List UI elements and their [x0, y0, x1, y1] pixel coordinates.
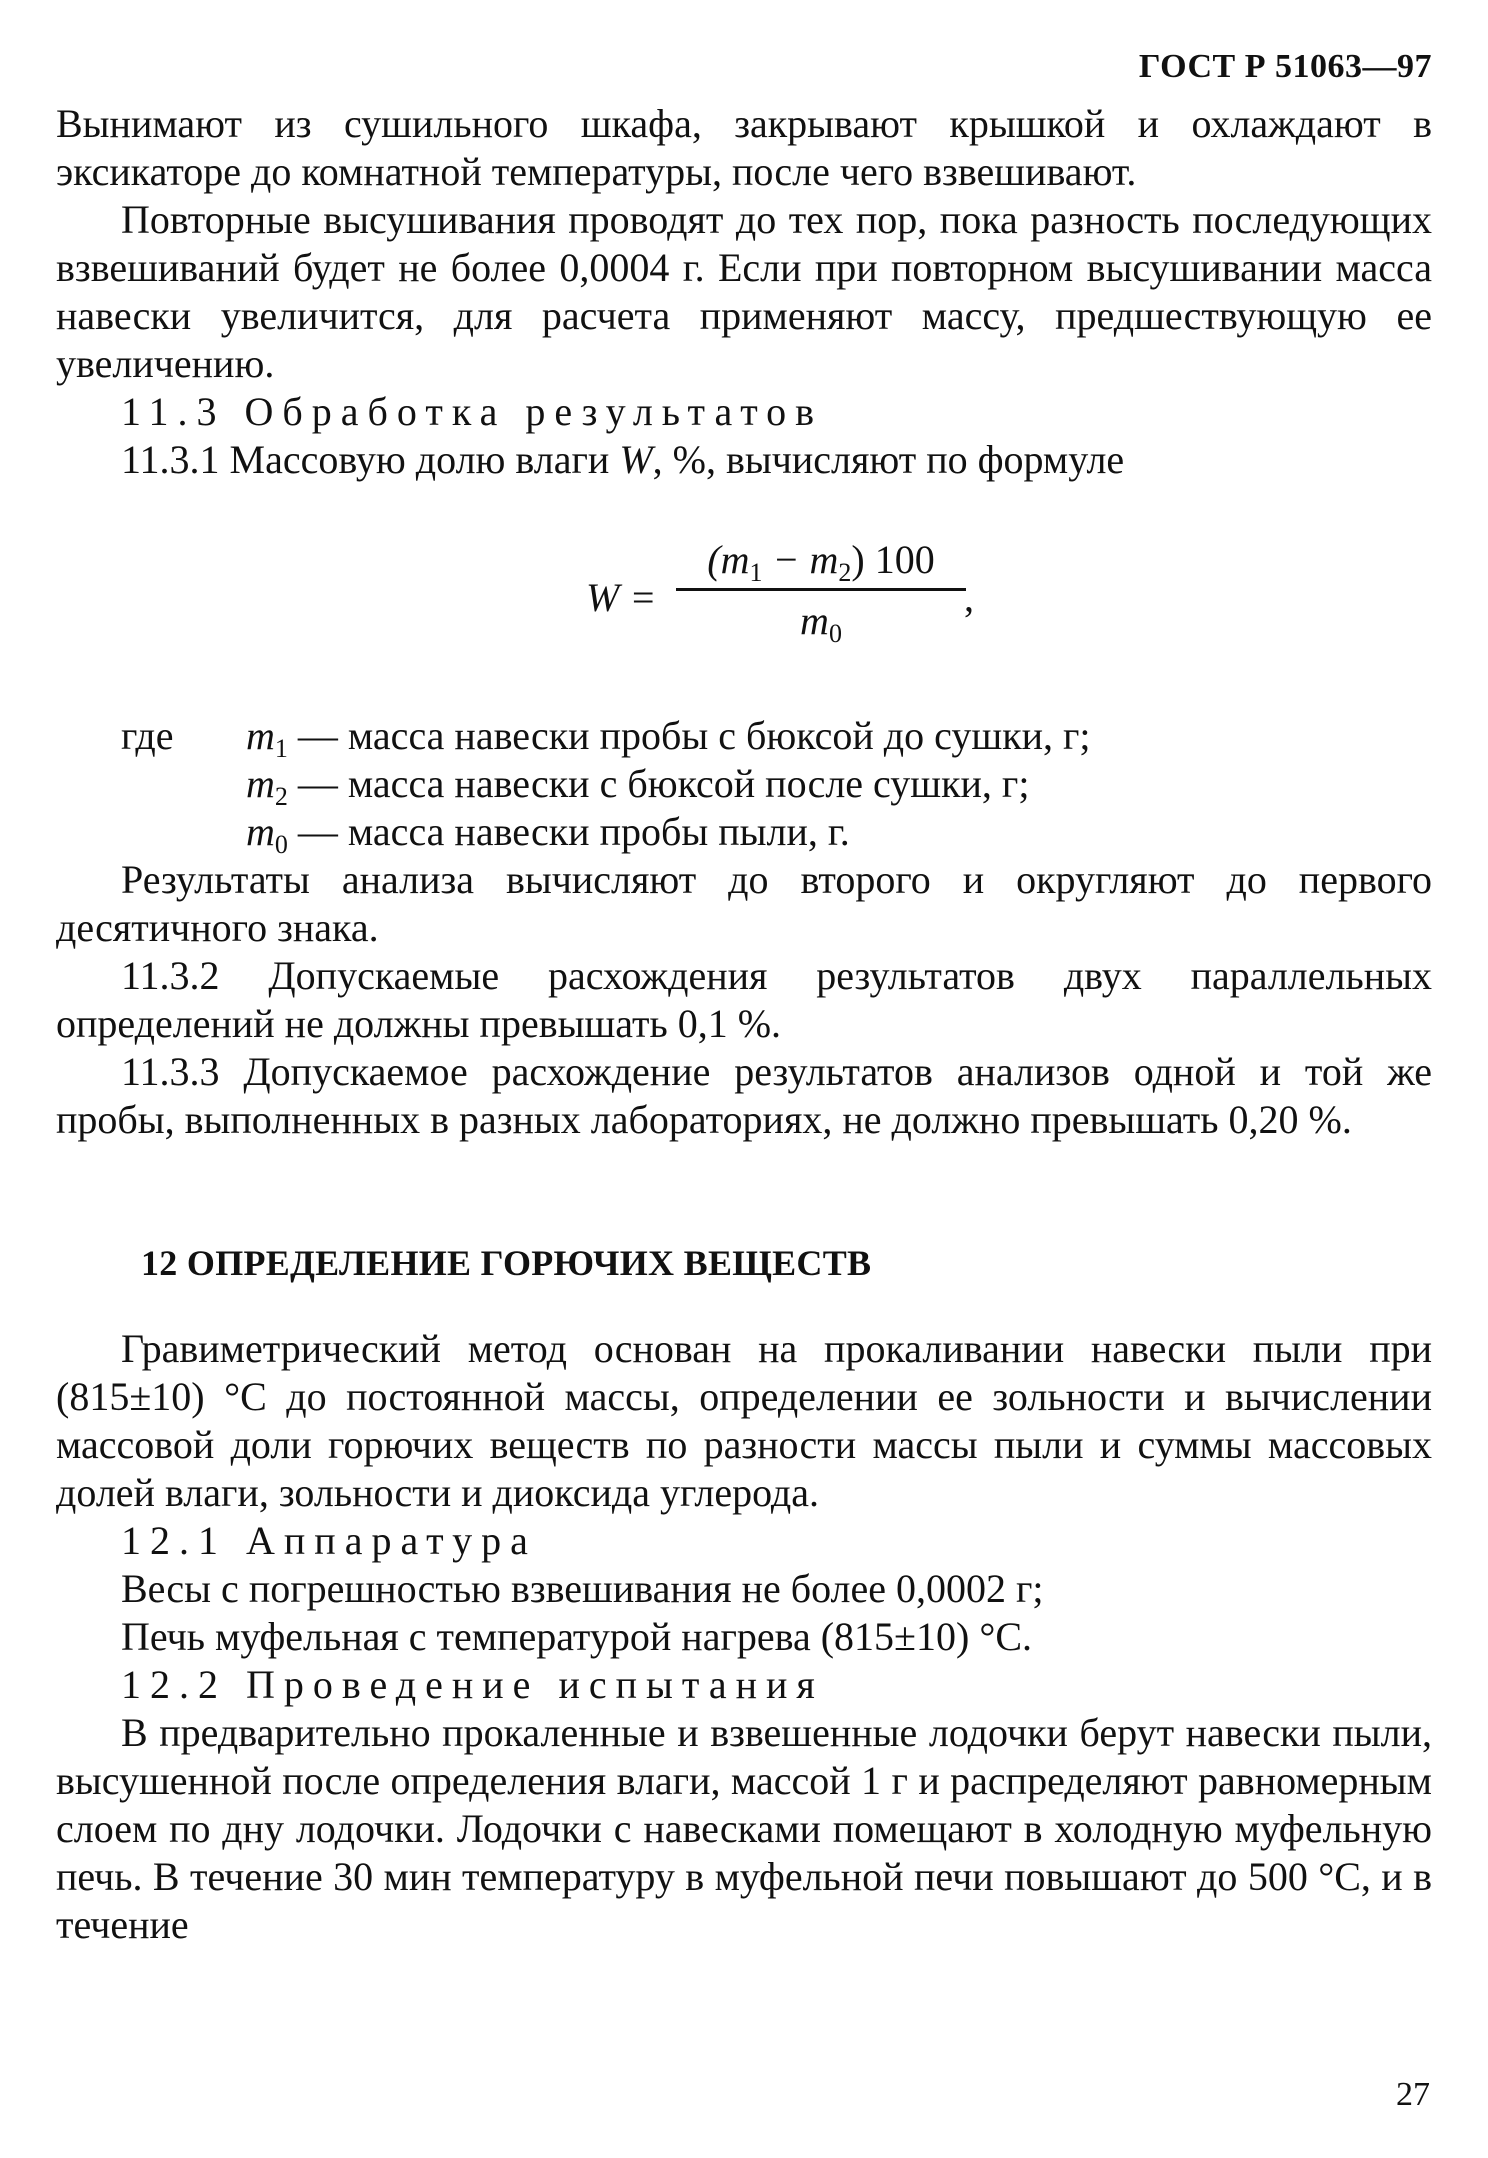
where-item: где $m_1$ — масса навески пробы с бюксой до сушки, г;	[121, 713, 1091, 763]
paragraph-drying-removal: Вынимают из сушильного шкафа, закрывают крышкой и охлаждают в эксикаторе до комнатной температуры, после чего взвешивают.	[56, 101, 1432, 194]
where-item: $m_2$ — масса навески с бюксой после сушки, г;	[246, 761, 1030, 811]
section-12-2-title: 12.2 Проведение испытания	[121, 1662, 824, 1707]
document-header: ГОСТ Р 51063—97	[1138, 48, 1432, 85]
section-11-3-1: 11.3.1 Массовую долю влаги W, %, вычисляют по формуле	[121, 437, 1125, 482]
page-number: 27	[1396, 2076, 1430, 2113]
section-12-heading: 12 ОПРЕДЕЛЕНИЕ ГОРЮЧИХ ВЕЩЕСТВ	[141, 1243, 872, 1283]
formula-fraction	[676, 536, 966, 648]
where-list	[56, 712, 1432, 859]
equipment-furnace: Печь муфельная с температурой нагрева (815±10) °С.	[121, 1614, 1032, 1659]
moisture-formula	[56, 522, 1432, 672]
variable-w: W	[619, 437, 653, 482]
section-11-3-3: 11.3.3 Допускаемое расхождение результатов анализов одной и той же пробы, выполненных в разных лабораториях, не должно превышать 0,20 %.	[56, 1049, 1432, 1142]
paragraph-test-procedure: В предварительно прокаленные и взвешенные лодочки берут навески пыли, высушенной после определения влаги, массой 1 г и распределяют равномерным слоем по дну лодочки. Лодочки с навесками помещают в холодную муфельную печь. В течение 30 мин температуру в муфельной печи повышают до 500 °С, и в течение	[56, 1710, 1432, 1947]
formula-numerator: $(m_1 - m_2)$ 100	[707, 537, 935, 587]
formula-lhs: W =	[586, 575, 657, 620]
section-11-3-2: 11.3.2 Допускаемые расхождения результатов двух параллельных определений не должны превышать 0,1 %.	[56, 953, 1432, 1046]
equipment-scales: Весы с погрешностью взвешивания не более 0,0002 г;	[121, 1566, 1044, 1611]
section-11-3-title: 11.3 Обработка результатов	[121, 389, 824, 434]
paragraph-repeated-drying: Повторные высушивания проводят до тех пор, пока разность последующих взвешиваний будет не более 0,0004 г. Если при повторном высушивании масса навески увеличится, для расчета применяют массу, предшествующую ее увеличению.	[56, 197, 1432, 386]
paragraph-results-rounding: Результаты анализа вычисляют до второго и округляют до первого десятичного знака.	[56, 857, 1432, 950]
formula-comma: ,	[964, 575, 974, 620]
page-body	[56, 100, 1432, 1949]
paragraph-gravimetric-method: Гравиметрический метод основан на прокаливании навески пыли при (815±10) °С до постоянной массы, определении ее зольности и вычислении массовой доли горючих веществ по разности массы пыли и суммы массовых долей влаги, зольности и диоксида углерода.	[56, 1326, 1432, 1515]
formula-denominator: $m_0$	[800, 598, 842, 648]
fraction-bar	[676, 588, 966, 591]
where-word: где	[121, 713, 174, 758]
where-item: $m_0$ — масса навески пробы пыли, г.	[246, 809, 850, 859]
section-12-1-title: 12.1 Аппаратура	[121, 1518, 537, 1563]
